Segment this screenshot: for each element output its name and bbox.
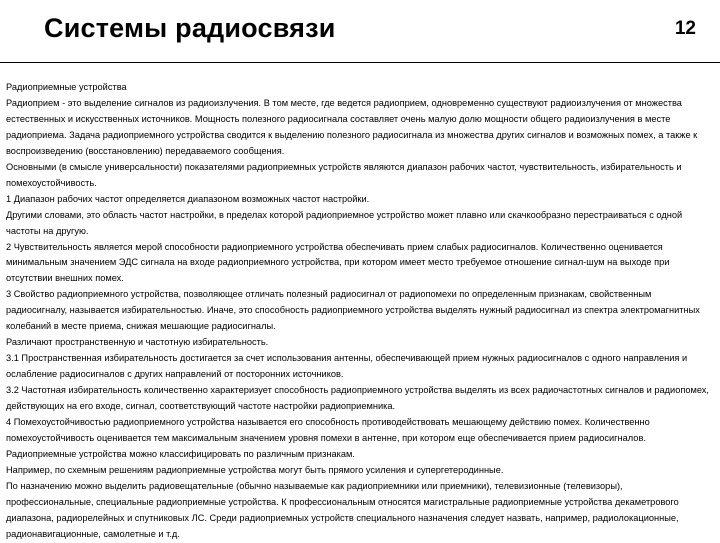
- body-paragraph-selectivity-types: Различают пространственную и частотную избирательность.: [6, 337, 269, 348]
- body-paragraph-spatial-selectivity: 3.1 Пространственная избирательность достигается за счет использования антенны, обеспечивающей прием нужных радиосигналов с одного направления и ослабление радиосигналов с других направлений от посторонних источников.: [6, 353, 688, 380]
- body-paragraph-classification: Радиоприемные устройства можно классифицировать по различным признакам.: [6, 448, 355, 459]
- body-paragraph-radioreception: Радиоприем - это выделение сигналов из радиоизлучения. В том месте, где ведется радиоприем, одновременно существуют радиоизлучения от множества естественных и искусственных источников. Мощность полезного радиосигнала составляет очень малую долю мощности общего радиоизлучения в месте радиоприема. Задача радиоприемного устройства сводится к выделению полезного радиосигнала из множества других сигналов и возможных помех, а также к воспроизведению (восстановлению) передаваемого сообщения.: [6, 97, 698, 156]
- body-paragraph-selectivity: 3 Свойство радиоприемного устройства, позволяющее отличать полезный радиосигнал от радиопомехи по определенным признакам, свойственным радиосигналу, называется избирательностью. Иначе, это способность радиоприемного устройства выделять нужный радиосигнал из спектра электромагнитных колебаний в месте приема, снижая мешающие радиосигналы.: [6, 289, 700, 332]
- body-paragraph-purpose-types: По назначению можно выделить радиовещательные (обычно называемые как радиоприемники или приемники), телевизионные (телевизоры), профессиональные, специальные радиоприемные устройства. К профессиональным относятся магистральные радиоприемные устройства декаметрового диапазона, радиорелейных и спутниковых ЛС. Среди радиоприемных устройств специального назначения следует назвать, например, радиолокационные, радионавигационные, самолетные и т.д.: [6, 480, 679, 539]
- body-paragraph-circuit-types: Например, по схемным решениям радиоприемные устройства могут быть прямого усиления и супергетеродинные.: [6, 464, 504, 475]
- slide-body: [6, 80, 712, 543]
- body-paragraph-frequency-selectivity: 3.2 Частотная избирательность количественно характеризует способность радиоприемного устройства выделять из всех радиочастотных сигналов и радиопомех, действующих на его входе, сигнал, соответствующий частоте настройки радиоприемника.: [6, 385, 710, 412]
- body-paragraph-main-indicators: Основными (в смысле универсальности) показателями радиоприемных устройств являются диапазон рабочих частот, чувствительность, избирательность и помехоустойчивость.: [6, 161, 682, 188]
- slide-number: 12: [674, 18, 696, 39]
- body-paragraph-sensitivity: 2 Чувствительность является мерой способности радиоприемного устройства обеспечивать прием слабых радиосигналов. Количественно оценивается минимальным значением ЭДС сигнала на входе радиоприемного устройства, при котором имеет место требуемое отношение сигнал-шум на выходе при отсутствии внешних помех.: [6, 241, 670, 284]
- body-paragraph-heading: Радиоприемные устройства: [6, 82, 127, 92]
- body-paragraph-noise-immunity: 4 Помехоустойчивостью радиоприемного устройства называется его способность противодействовать мешающему действию помех. Количественно помехоустойчивость оценивается тем максимальным значением уровня помехи в антенне, при котором еще обеспечивается прием радиосигналов.: [6, 417, 650, 443]
- title-divider: [0, 62, 720, 63]
- body-paragraph-tuning-range: Другими словами, это область частот настройки, в пределах которой радиоприемное устройство может плавно или скачкообразно перестраиваться с одной частоты на другую.: [6, 209, 683, 236]
- slide-title: Системы радиосвязи: [44, 13, 336, 43]
- body-paragraph-frequency-range: 1 Диапазон рабочих частот определяется диапазоном возможных частот настройки.: [6, 193, 370, 204]
